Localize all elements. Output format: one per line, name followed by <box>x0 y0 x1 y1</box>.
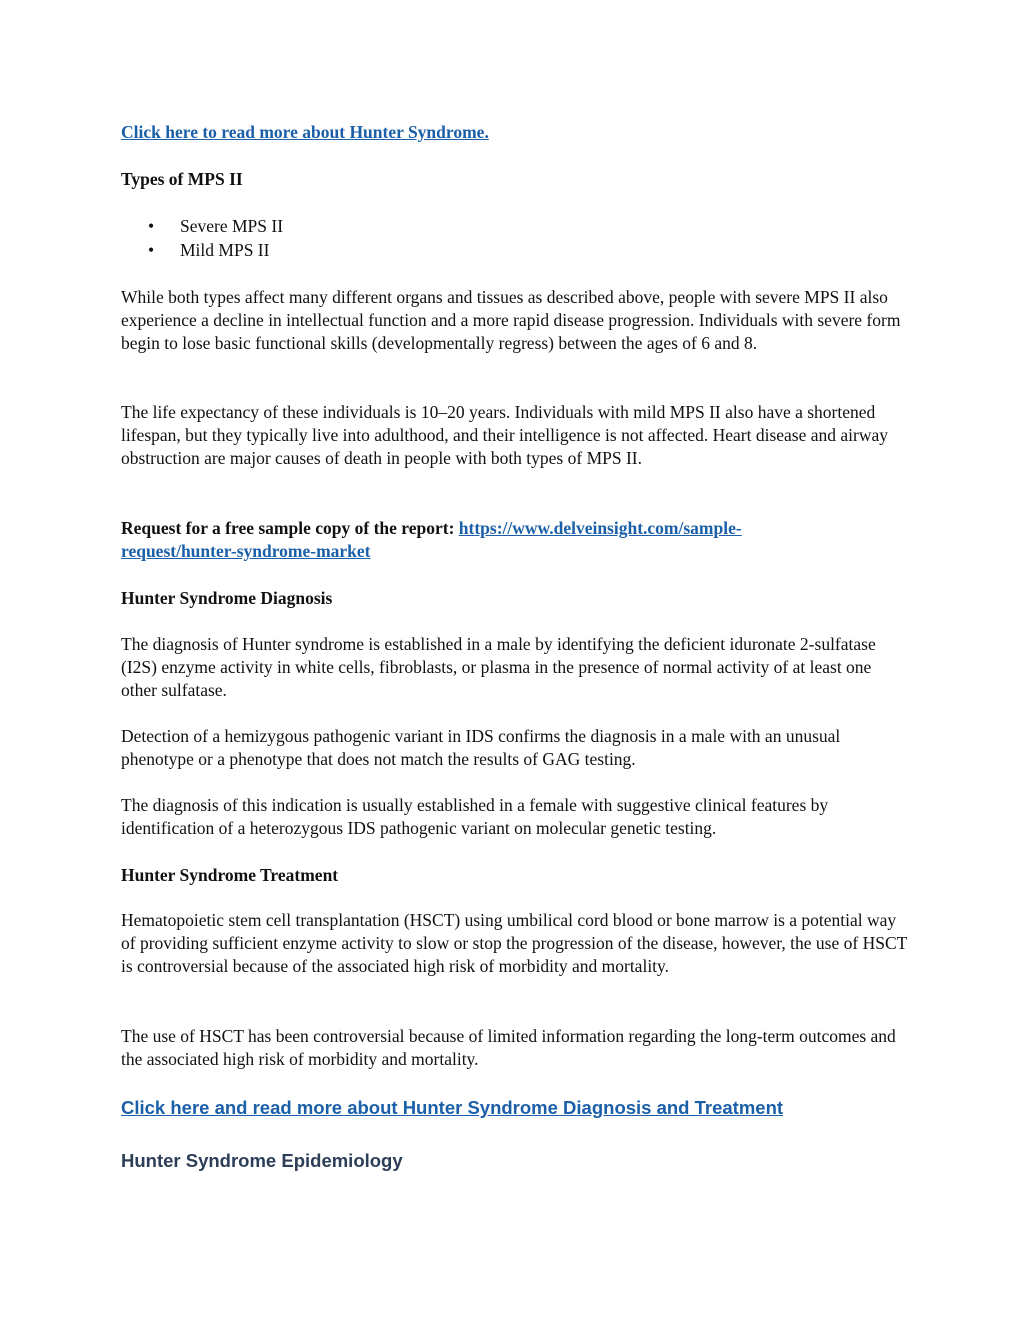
hunter-syndrome-link[interactable]: Click here to read more about Hunter Syndrome. <box>121 122 489 142</box>
diagnosis-treatment-link[interactable]: Click here and read more about Hunter Syndrome Diagnosis and Treatment <box>121 1097 784 1118</box>
treatment-paragraph-1: Hematopoietic stem cell transplantation (HSCT) using umbilical cord blood or bone marrow is a potential way of providing sufficient enzyme activity to slow or stop the progression of the disease, however, the use of HSCT is controversial because of the associated high risk of morbidity and mortality. <box>121 910 907 976</box>
sample-url-link-continued[interactable]: request/hunter-syndrome-market <box>121 541 371 561</box>
diagnosis-paragraph-2: Detection of a hemizygous pathogenic variant in IDS confirms the diagnosis in a male with an unusual phenotype or a phenotype that does not match the results of GAG testing. <box>121 726 841 769</box>
diagnosis-paragraph-1: The diagnosis of Hunter syndrome is established in a male by identifying the deficient iduronate 2-sulfatase (I2S) enzyme activity in white cells, fibroblasts, or plasma in the presence of normal activity of at least one other sulfatase. <box>121 634 876 700</box>
bullet-icon: • <box>148 240 155 260</box>
types-heading: Types of MPS II <box>121 169 243 189</box>
bullet-icon: • <box>148 216 155 236</box>
types-list <box>121 214 283 262</box>
sample-label: Request for a free sample copy of the report: <box>121 518 455 538</box>
types-paragraph-1: While both types affect many different organs and tissues as described above, people with severe MPS II also experience a decline in intellectual function and a more rapid disease progression. Individuals with severe form begin to lose basic functional skills (developmentally regress) between the ages of 6 and 8. <box>121 287 901 353</box>
list-item: • Mild MPS II <box>148 240 270 260</box>
diagnosis-paragraph-3: The diagnosis of this indication is usually established in a female with suggestive clinical features by identification of a heterozygous IDS pathogenic variant on molecular genetic testing. <box>121 795 829 838</box>
sample-url-link[interactable]: https://www.delveinsight.com/sample- <box>458 518 742 538</box>
sample-request <box>121 517 742 563</box>
types-paragraph-2: The life expectancy of these individuals is 10–20 years. Individuals with mild MPS II also have a shortened lifespan, but they typically live into adulthood, and their intelligence is not affected. Heart disease and airway obstruction are major causes of death in people with both types of MPS II. <box>121 402 889 468</box>
epidemiology-heading: Hunter Syndrome Epidemiology <box>121 1150 403 1171</box>
treatment-paragraph-2: The use of HSCT has been controversial because of limited information regarding the long-term outcomes and the associated high risk of morbidity and mortality. <box>121 1026 896 1069</box>
diagnosis-heading: Hunter Syndrome Diagnosis <box>121 588 333 608</box>
treatment-heading: Hunter Syndrome Treatment <box>121 865 339 885</box>
list-item: • Severe MPS II <box>148 216 284 236</box>
